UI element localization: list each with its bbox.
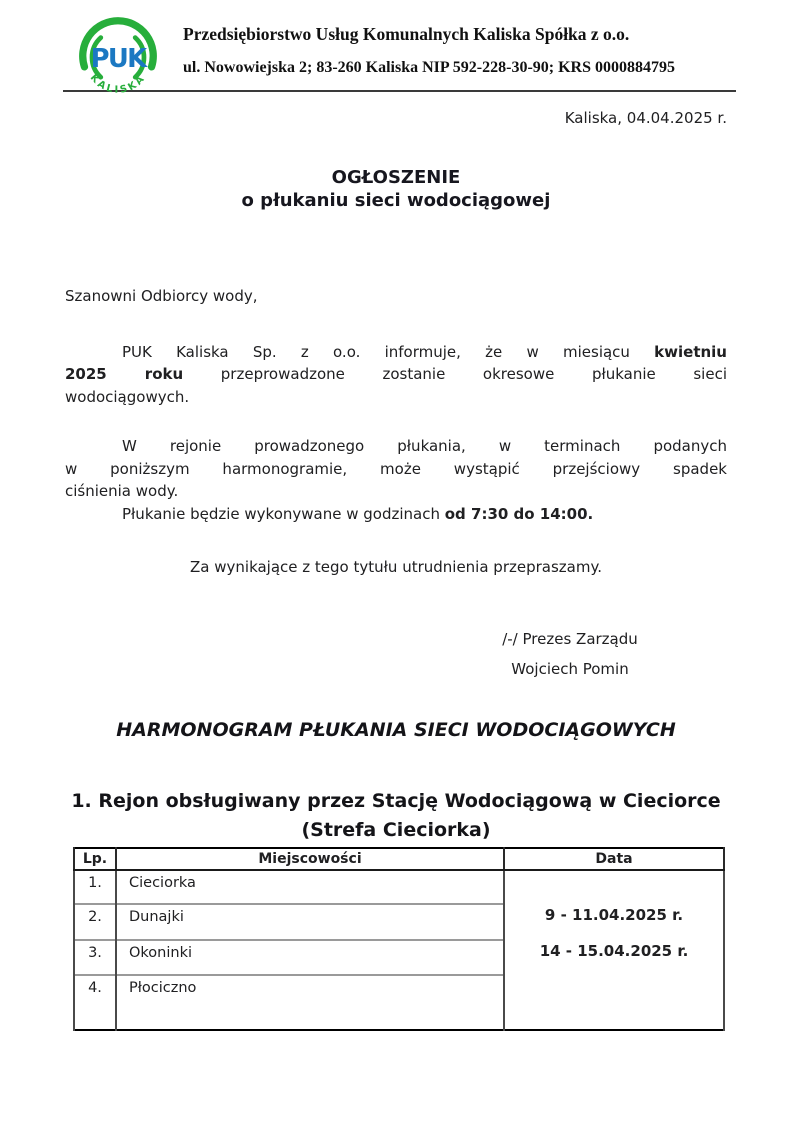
- date-line: Kaliska, 04.04.2025 r.: [564, 109, 727, 127]
- paragraph-line: w poniższym harmonogramie, może wystąpić przejściowy spadek: [65, 459, 727, 478]
- paragraph-line: [65, 363, 727, 386]
- paragraph-line: [65, 503, 727, 526]
- paragraph-line: [65, 341, 727, 364]
- place-name: Cieciorka: [116, 870, 504, 904]
- place-name: Dunajki: [116, 904, 504, 940]
- schedule-heading: HARMONOGRAM PŁUKANIA SIECI WODOCIĄGOWYCH: [116, 718, 676, 741]
- paragraph-line: ciśnienia wody.: [65, 482, 179, 500]
- apology-line: Za wynikające z tego tytułu utrudnienia przepraszamy.: [190, 558, 602, 576]
- signature-name: Wojciech Pomin: [511, 659, 629, 678]
- company-address: ul. Nowowiejska 2; 83-260 Kaliska NIP 592-228-30-90; KRS 0000884795: [183, 59, 676, 76]
- signature-title: /-/ Prezes Zarządu: [502, 629, 638, 648]
- row-number: 3.: [74, 940, 116, 975]
- column-header-date: Data: [504, 848, 724, 870]
- column-header-place: Miejscowości: [116, 848, 504, 870]
- paragraph-hours: [65, 503, 727, 526]
- paragraph-flushing-info: [65, 341, 727, 409]
- salutation: Szanowni Odbiorcy wody,: [65, 287, 258, 305]
- bold-segment: od 7:30 do 14:00.: [444, 504, 594, 523]
- paragraph-pressure-drop: [65, 435, 727, 503]
- company-name: Przedsiębiorstwo Usług Komunalnych Kaliska Spółka z o.o.: [183, 24, 630, 44]
- title-line-2: o płukaniu sieci wodociągowej: [241, 190, 551, 211]
- paragraph-line: wodociągowych.: [65, 387, 190, 406]
- table-row: [74, 870, 724, 904]
- letterhead: [65, 0, 727, 96]
- puk-logo: [75, 15, 161, 105]
- logo-acronym: PUK: [90, 43, 146, 74]
- bold-segment: 2025 roku: [65, 365, 184, 383]
- company-block: [183, 15, 675, 77]
- section-1-heading-line-2: (Strefa Cieciorka): [301, 818, 491, 841]
- table-header-row: [74, 848, 724, 870]
- section-1-heading: [65, 787, 727, 845]
- text-segment: PUK Kaliska Sp. z o.o. informuje, że w miesiącu: [122, 342, 655, 361]
- paragraph-line: W rejonie prowadzonego płukania, w terminach podanych: [122, 437, 727, 455]
- svg-text:KALISKA: [88, 72, 148, 95]
- schedule-table: [73, 847, 725, 1031]
- text-segment: Płukanie będzie wykonywane w godzinach: [122, 504, 445, 523]
- date-merged-cell: [504, 870, 724, 1030]
- row-number: 2.: [74, 904, 116, 940]
- row-number: 1.: [74, 870, 116, 904]
- row-number: 4.: [74, 975, 116, 1030]
- column-header-lp: Lp.: [74, 848, 116, 870]
- place-name: Okoninki: [116, 940, 504, 975]
- text-segment: przeprowadzone zostanie okresowe płukanie sieci: [183, 365, 727, 383]
- section-1-heading-line-1: 1. Rejon obsługiwany przez Stację Wodociągową w Cieciorce: [71, 789, 721, 812]
- logo-city-text: KALISKA: [87, 72, 149, 96]
- signature-block: [455, 624, 685, 684]
- title-line-1: OGŁOSZENIE: [331, 167, 461, 188]
- date-range: 9 - 11.04.2025 r.: [544, 905, 684, 924]
- header-divider: [63, 90, 736, 92]
- date-range: 14 - 15.04.2025 r.: [539, 941, 689, 960]
- bold-segment: kwietniu: [654, 342, 727, 361]
- document-title: [65, 166, 727, 212]
- place-name: Płociczno: [116, 975, 504, 1030]
